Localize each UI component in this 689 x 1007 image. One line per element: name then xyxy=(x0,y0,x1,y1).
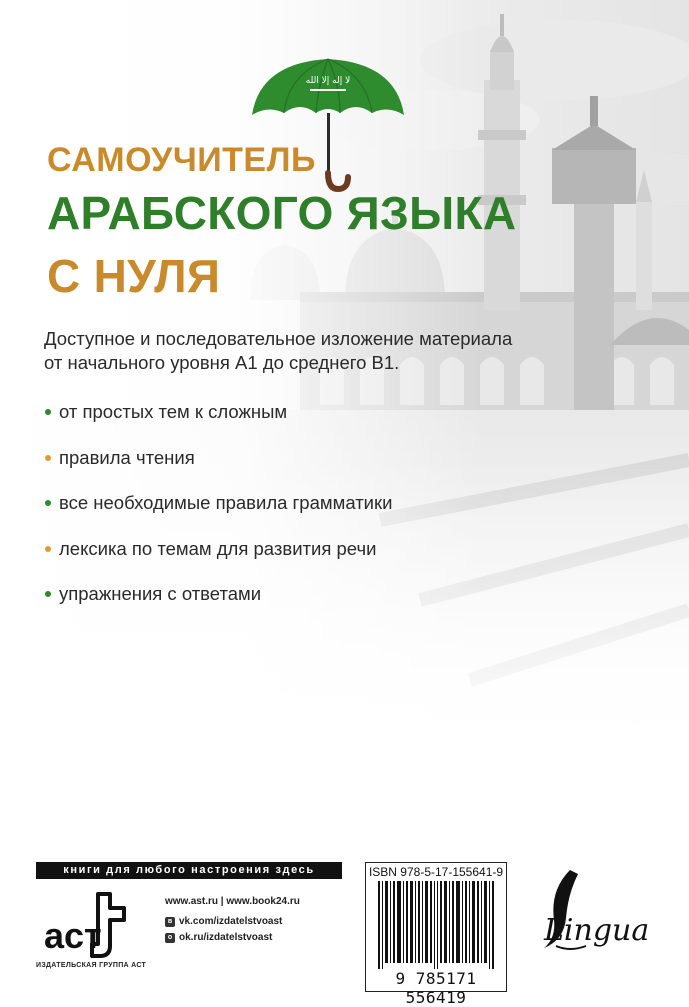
vk-link-text: vk.com/izdatelstvoast xyxy=(179,916,283,927)
ok-link[interactable] xyxy=(165,932,272,943)
intro-paragraph xyxy=(44,327,604,375)
feature-item xyxy=(44,538,392,584)
feature-text: лексика по темам для развития речи xyxy=(59,537,377,559)
barcode-icon xyxy=(372,881,500,969)
websites-link[interactable]: www.ast.ru | www.book24.ru xyxy=(165,896,300,907)
intro-line-2: от начального уровня А1 до среднего В1. xyxy=(44,352,400,373)
bullet-dot-icon xyxy=(45,546,51,552)
bullet-dot-icon xyxy=(45,591,51,597)
feature-item xyxy=(44,401,392,447)
bullet-dot-icon xyxy=(45,500,51,506)
ast-logo-text: аст xyxy=(44,915,102,956)
feature-item xyxy=(44,492,392,538)
ast-publisher-logo xyxy=(40,886,150,960)
isbn-label: ISBN 978-5-17-155641-9 xyxy=(368,865,504,879)
publisher-caption: ИЗДАТЕЛЬСКАЯ ГРУППА АСТ xyxy=(36,962,147,969)
feature-text: правила чтения xyxy=(59,446,195,468)
feature-text: упражнения с ответами xyxy=(59,583,262,604)
umbrella-flag-text: لا إله إلا الله xyxy=(305,76,351,86)
bullet-dot-icon xyxy=(45,455,51,461)
vk-link[interactable] xyxy=(165,916,282,927)
title-line-2: АРАБСКОГО ЯЗЫКА xyxy=(47,187,517,239)
feature-item xyxy=(44,583,392,629)
title-line-3: С НУЛЯ xyxy=(47,250,221,302)
intro-line-1: Доступное и последовательное изложение материала xyxy=(44,328,513,349)
feature-text: все необходимые правила грамматики xyxy=(59,492,393,513)
feature-text: от простых тем к сложным xyxy=(59,401,288,422)
bullet-dot-icon xyxy=(45,409,51,415)
lingua-logo-text: Lingua xyxy=(544,913,650,948)
ean-digits: 9 785171 556419 xyxy=(395,969,477,1007)
ok-link-text: ok.ru/izdatelstvoast xyxy=(179,932,273,943)
feature-list xyxy=(44,401,392,629)
isbn-barcode-box xyxy=(365,862,507,1007)
title-line-1: САМОУЧИТЕЛЬ xyxy=(47,141,316,179)
vk-icon: в xyxy=(165,917,175,927)
tagline-bar: книги для любого настроения здесь xyxy=(36,862,342,879)
feature-item xyxy=(44,447,392,493)
ok-icon: о xyxy=(165,933,175,943)
lingua-imprint-logo xyxy=(530,860,670,960)
